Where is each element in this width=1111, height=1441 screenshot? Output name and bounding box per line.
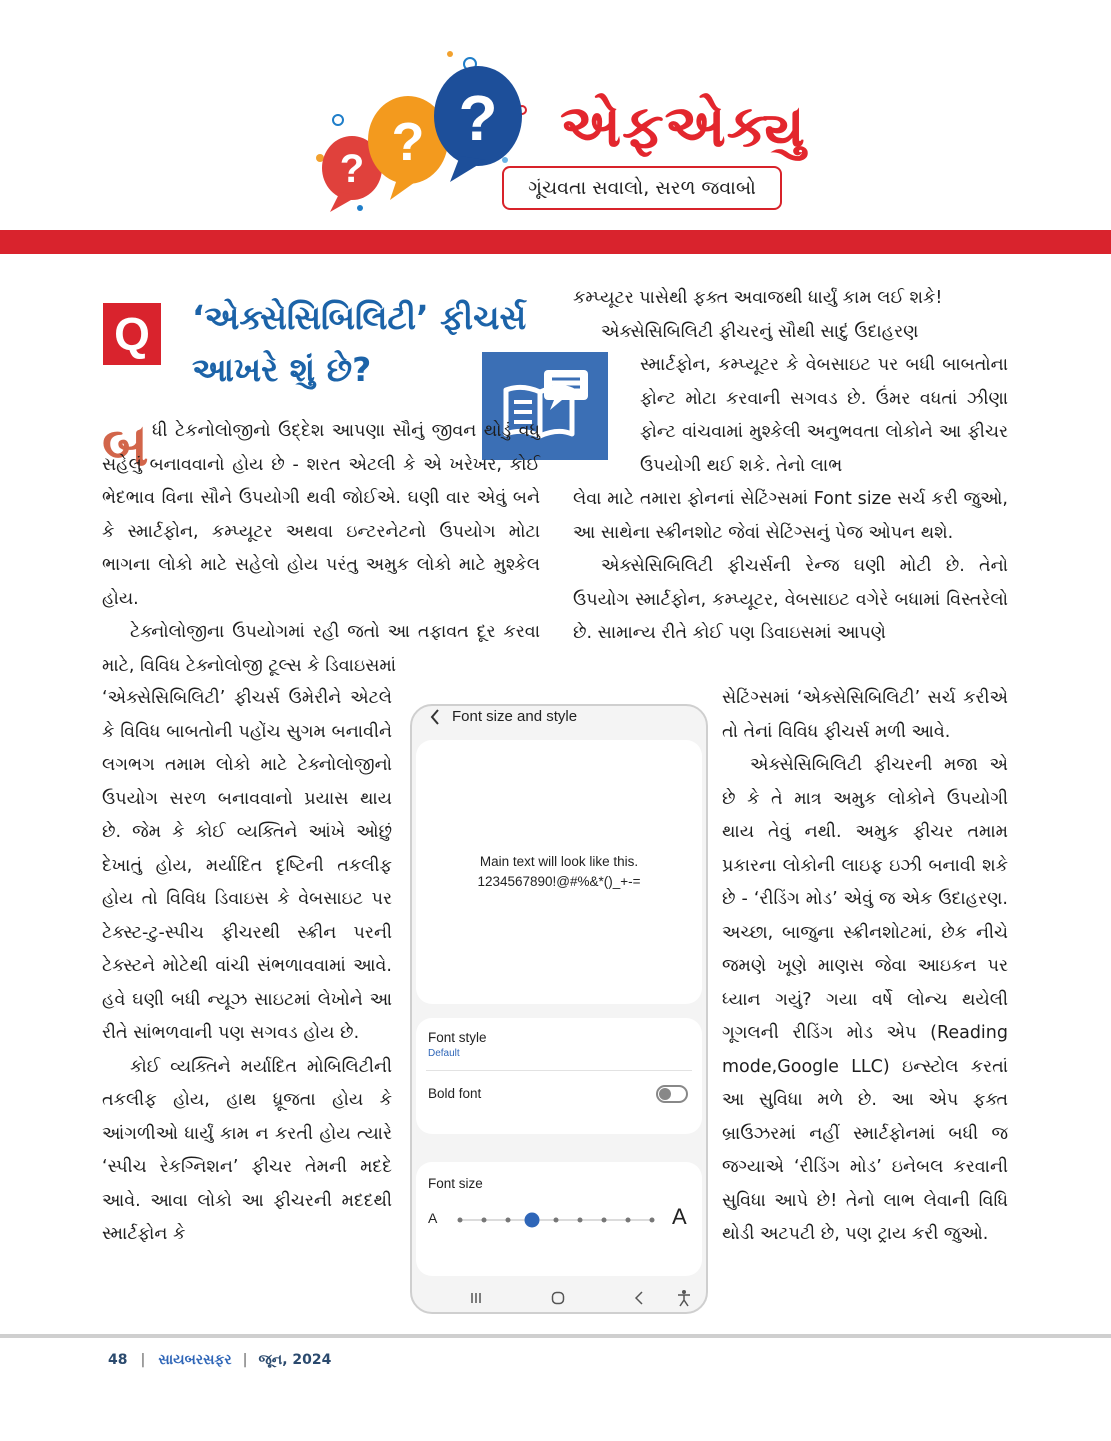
home-icon[interactable] [550, 1290, 566, 1306]
preview-text-line2: 1234567890!@#%&*()_+-= [477, 874, 641, 889]
font-size-card [416, 1162, 702, 1276]
right-column-beside-icon [640, 349, 1008, 483]
section-title: એફએક્યુ [560, 92, 806, 160]
bold-font-label: Bold font [428, 1086, 482, 1101]
nav-bar [412, 1284, 706, 1312]
slider-tick[interactable] [458, 1218, 463, 1223]
accessibility-icon[interactable] [676, 1289, 692, 1307]
drop-cap: બ [102, 411, 149, 479]
slider-tick[interactable] [482, 1218, 487, 1223]
font-size-label: Font size [428, 1176, 483, 1191]
font-style-row[interactable] [416, 1018, 702, 1068]
footer-separator: | [242, 1352, 248, 1368]
paragraph-accessibility: ‘એક્સેસિબિલિટી’ ફીચર્સ ઉમેરીને એટલે કે વિવિધ બાબતોની પહોંચ સુગમ બનાવીને લગભગ તમામ લોકો માટે ટેક્નોલોજીનો ઉપયોગ સરળ બનાવવાનો પ્રયાસ થાય છે. જેમ કે કોઈ વ્યક્તિને આંખે ઓછું દેખાતું હોય, મર્યાદિત દૃષ્ટિની તકલીફ હોય તો વિવિધ ડિવાઇસ કે વેબસાઇટ પર ટેક્સ્ટ-ટુ-સ્પીચ ફીચરથી સ્ક્રીન પરની ટેક્સ્ટને મોટેથી વાંચી સંભળાવવામાં આવે. હવે ઘણી બધી ન્યૂઝ સાઇટમાં લેખોને આ રીતે સાંભળવાની પણ સગવડ હોય છે. [102, 688, 392, 1043]
page-number: 48 [108, 1352, 128, 1368]
svg-text:?: ? [339, 147, 365, 191]
footer-divider [0, 1334, 1111, 1338]
phone-screenshot [410, 704, 708, 1314]
magazine-name: સાયબરસફર [158, 1352, 232, 1368]
back-icon[interactable] [632, 1290, 648, 1306]
footer-separator: | [140, 1352, 146, 1368]
style-settings-card [416, 1018, 702, 1134]
question-badge: Q [103, 303, 161, 365]
font-style-value: Default [428, 1048, 460, 1059]
article-headline: ‘એક્સેસિબિલિટી’ ફીચર્સ આખરે શું છે? [192, 298, 527, 389]
left-column-text [102, 411, 540, 683]
preview-card [416, 740, 702, 1004]
back-chevron-icon[interactable] [428, 706, 442, 734]
bold-font-toggle[interactable] [656, 1085, 688, 1103]
paragraph-intro: ધી ટેકનોલોજીનો ઉદ્દેશ આપણા સૌનું જીવન થોડું વધુ સહેલું બનાવવાનો હોય છે - શરત એટલી કે એ ખરેખર, કોઈ ભેદભાવ વિના સૌને ઉપયોગી થવી જોઈએ. ઘણી વાર એવું બને કે સ્માર્ટફોન, કમ્પ્યૂટર અથવા ઇન્ટરનેટનો ઉપયોગ મોટા ભાગના લોકો માટે સહેલો હોય પરંતુ અમુક લોકો માટે મુશ્કેલ હોય. [102, 421, 540, 609]
paragraph-font-example-lead: એક્સેસિબિલિટી ફીચરનું સૌથી સાદું ઉદાહરણ [601, 321, 919, 342]
paragraph-font-settings: લેવા માટે તમારા ફોનનાં સેટિંગ્સમાં Font size સર્ચ કરી જુઓ, આ સાથેના સ્ક્રીનશોટ જેવાં સેટિંગ્સનું પેજ ઓપન થશે. [573, 489, 1008, 543]
paragraph-range: એક્સેસિબિલિટી ફીચર્સની રેન્જ ઘણી મોટી છે. તેનો ઉપયોગ સ્માર્ટફોન, કમ્પ્યૂટર, વેબસાઇટ વગેરે બધામાં વિસ્તરેલો છે. સામાન્ય રીતે કોઈ પણ ડિવાઇસમાં આપણે [573, 556, 1008, 643]
bold-font-row[interactable] [416, 1078, 702, 1128]
font-size-large-glyph: A [672, 1204, 687, 1229]
issue-date: જૂન, 2024 [258, 1352, 332, 1368]
right-column-middle [573, 483, 1008, 651]
paragraph-font-example: સ્માર્ટફોન, કમ્પ્યૂટર કે વેબસાઇટ પર બધી બાબતોના ફોન્ટ મોટા કરવાની સગવડ છે. ઉંમર વધતાં ઝીણા ફોન્ટ વાંચવામાં મુશ્કેલી અનુભવતા લોકોને આ ફીચર ઉપયોગી થઈ શકે. તેનો લાભ [640, 355, 1008, 476]
paragraph-reading-mode: એક્સેસિબિલિટી ફીચરની મજા એ છે કે તે માત્ર અમુક લોકોને ઉપયોગી થાય તેવું નથી. અમુક ફીચર તમામ પ્રકારના લોકોની લાઇફ ઇઝી બનાવી શકે છે - ‘રીડિંગ મોડ’ એવું જ એક ઉદાહરણ. અચ્છા, બાજુના સ્ક્રીનશોટમાં, છેક નીચે જમણે ખૂણે માણસ જેવા આઇકન પર ધ્યાન ગયું? ગયા વર્ષે લોન્ચ થયેલી ગૂગલની રીડિંગ મોડ એપ (Reading mode,Google LLC) ઇન્સ્ટોલ કરતાં આ સુવિધા મળે છે. આ એપ ફક્ત બ્રાઉઝરમાં નહીં સ્માર્ટફોનમાં બધી જ જગ્યાએ ‘રીડિંગ મોડ’ ઇનેબલ કરવાની સુવિધા આપે છે! તેનો લાભ લેવાની વિધિ થોડી અટપટી છે, પણ ટ્રાય કરી જુઓ. [722, 755, 1008, 1244]
svg-text:?: ? [458, 82, 498, 154]
page-footer [108, 1352, 331, 1368]
font-size-small-glyph: A [428, 1210, 438, 1226]
slider-tick[interactable] [602, 1218, 607, 1223]
font-style-label: Font style [428, 1030, 487, 1045]
section-subtitle: ગૂંચવતા સવાલો, સરળ જવાબો [502, 166, 782, 210]
slider-tick[interactable] [506, 1218, 511, 1223]
font-size-slider[interactable] [452, 1210, 660, 1230]
paragraph-gap: ટેક્નોલોજીના ઉપયોગમાં રહી જતો આ તફાવત દૂર કરવા માટે, વિવિધ ટેક્નોલોજી ટૂલ્સ કે ડિવાઇસમાં [102, 622, 540, 676]
divider [426, 1070, 692, 1071]
paragraph-mobility: કોઈ વ્યક્તિને મર્યાદિત મોબિલિટીની તકલીફ હોય, હાથ ધ્રૂજતા હોય કે આંગળીઓ ધાર્યું કામ ન કરતી હોય ત્યારે ‘સ્પીચ રેકગ્નિશન’ ફીચર તેમની મદદે આવે. આવા લોકો આ ફીચરની મદદથી સ્માર્ટફોન કે [102, 1056, 392, 1244]
paragraph-settings-search: સેટિંગ્સમાં ‘એક્સેસિબિલિટી’ સર્ચ કરીએ તો તેનાં વિવિધ ફીચર્સ મળી આવે. [722, 688, 1008, 742]
right-column-top [573, 282, 1008, 349]
slider-tick[interactable] [626, 1218, 631, 1223]
slider-tick[interactable] [578, 1218, 583, 1223]
preview-text-line1: Main text will look like this. [479, 854, 639, 869]
slider-tick[interactable] [650, 1218, 655, 1223]
slider-thumb[interactable] [525, 1213, 540, 1228]
recents-icon[interactable] [468, 1290, 484, 1306]
header-divider [0, 230, 1111, 254]
screen-title: Font size and style [452, 708, 578, 725]
paragraph-voice: કમ્પ્યૂટર પાસેથી ફક્ત અવાજથી ધાર્યું કામ લઈ શકે! [573, 288, 943, 308]
svg-text:?: ? [391, 112, 425, 172]
right-narrow-column-text [722, 682, 1008, 1252]
left-narrow-column-text [102, 682, 392, 1252]
slider-tick[interactable] [554, 1218, 559, 1223]
